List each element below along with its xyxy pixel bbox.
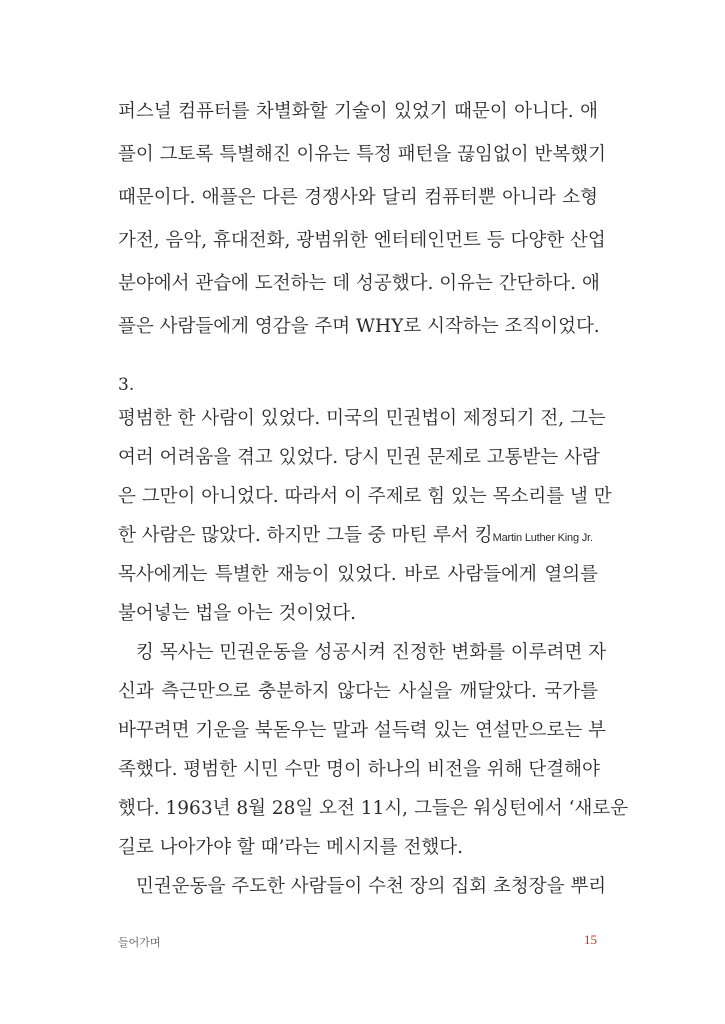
text-line: 플이 그토록 특별해진 이유는 특정 패턴을 끊임없이 반복했기 — [118, 144, 606, 165]
text-line: 바꾸려면 기운을 북돋우는 말과 설득력 있는 연설만으로는 부 — [118, 720, 606, 741]
text-line: 여러 어려움을 겪고 있었다. 당시 민권 문제로 고통받는 사람 — [118, 447, 600, 468]
text-line: 길로 나아가야 할 때’라는 메시지를 전했다. — [118, 837, 463, 858]
text-line: 플은 사람들에게 영감을 주며 WHY로 시작하는 조직이었다. — [118, 316, 600, 337]
text-line: 때문이다. 애플은 다른 경쟁사와 달리 컴퓨터뿐 아니라 소형 — [118, 187, 598, 208]
text-line: 퍼스널 컴퓨터를 차별화할 기술이 있었기 때문이 아니다. 애 — [118, 101, 598, 122]
text-line: 했다. 1963년 8월 28일 오전 11시, 그들은 워싱턴에서 ‘새로운 — [118, 798, 629, 819]
text-fragment: 한 사람은 많았다. 하지만 그들 중 마틴 루서 킹 — [118, 525, 493, 546]
text-line: 킹 목사는 민권운동을 성공시켜 진정한 변화를 이루려면 자 — [136, 642, 607, 663]
section-number: 3. — [118, 375, 135, 395]
text-line: 민권운동을 주도한 사람들이 수천 장의 집회 초청장을 뿌리 — [136, 876, 607, 897]
running-footer-title: 들어가며 — [118, 936, 161, 949]
english-name: Martin Luther King Jr. — [492, 532, 593, 544]
text-line: 분야에서 관습에 도전하는 데 성공했다. 이유는 간단하다. 애 — [118, 273, 600, 294]
text-line-with-english — [118, 524, 598, 550]
page-number: 15 — [584, 932, 597, 947]
text-line: 신과 측근만으로 충분하지 않다는 사실을 깨달았다. 국가를 — [118, 681, 598, 702]
text-line: 족했다. 평범한 시민 수만 명이 하나의 비전을 위해 단결해야 — [118, 759, 600, 780]
text-line: 불어넣는 법을 아는 것이었다. — [118, 603, 356, 624]
text-line: 목사에게는 특별한 재능이 있었다. 바로 사람들에게 열의를 — [118, 564, 598, 585]
text-line: 평범한 한 사람이 있었다. 미국의 민권법이 제정되기 전, 그는 — [118, 408, 606, 429]
text-line: 은 그만이 아니었다. 따라서 이 주제로 힘 있는 목소리를 낼 만 — [118, 486, 612, 507]
text-line: 가전, 음악, 휴대전화, 광범위한 엔터테인먼트 등 다양한 산업 — [118, 230, 606, 251]
